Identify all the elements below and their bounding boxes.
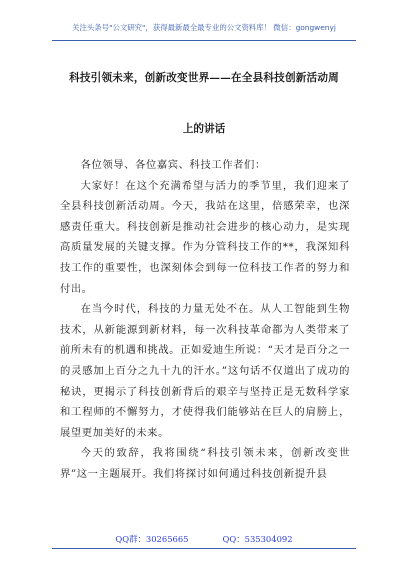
footer-contact xyxy=(52,533,356,545)
header-note: 关注头条号"公文研究"，获得最新最全最专业的公文资料库！ 微信：gongwenyj xyxy=(72,23,336,32)
document-subtitle: 上的讲话 xyxy=(182,123,226,135)
footer-divider xyxy=(52,548,356,549)
salutation-paragraph: 各位领导、各位嘉宾、科技工作者们： xyxy=(80,159,266,171)
header-divider xyxy=(52,40,356,41)
document-title: 科技引领未来，创新改变世界——在全县科技创新活动周 xyxy=(69,72,339,84)
document-body xyxy=(60,155,350,485)
body-paragraph: 在当今时代，科技的力量无处不在。从人工智能到生物技术，从新能源到新材料，每一次科技革命都为人类带来了前所未有的机遇和挑战。正如爱迪生所说：“天才是百分之一的灵感加上百分之九十九的汗水。”这句话不仅道出了成功的秘诀，更揭示了科技创新背后的艰辛与坚持正是无数科学家和工程师的不懈努力，才使得我们能够站在巨人的肩膀上，展望更加美好的未来。 xyxy=(60,303,350,439)
body-paragraph: 今天的致辞，我将围绕“科技引领未来，创新改变世界”这一主题展开。我们将探讨如何通过科技创新提升县 xyxy=(60,447,350,480)
footer-qq-group: QQ群：30265665 xyxy=(115,534,189,544)
body-paragraph: 大家好！在这个充满希望与活力的季节里，我们迎来了全县科技创新活动周。今天，我站在这里，倍感荣幸，也深感责任重大。科技创新是推动社会进步的核心动力，是实现高质量发展的关键支撑。作为分管科技工作的**，我深知科技工作的重要性，也深刻体会到每一位科技工作者的努力和付出。 xyxy=(60,179,350,295)
footer-qq: QQ：535304092 xyxy=(222,534,293,544)
